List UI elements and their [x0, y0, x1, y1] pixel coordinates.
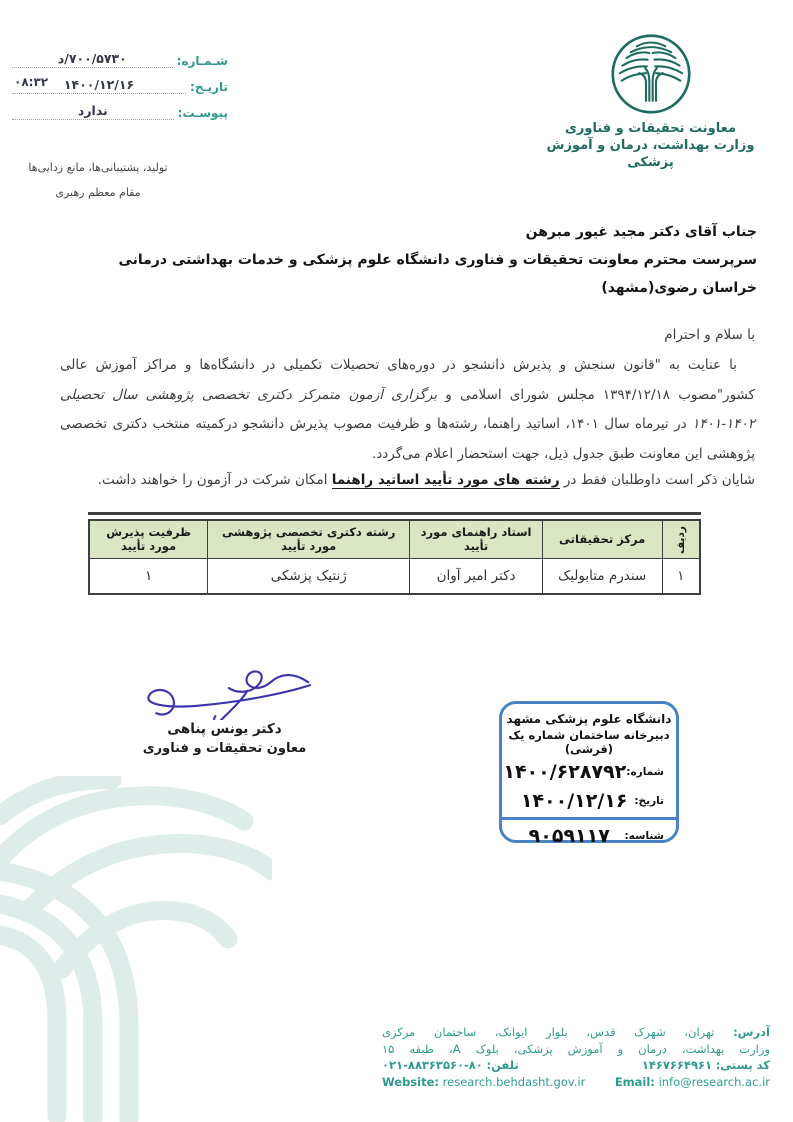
stamp-date-label: تاریخ:	[634, 794, 664, 807]
footer-address-value2: وزارت بهداشت، درمان و آموزش پزشکی، بلوک A، طبقه ۱۵	[382, 1041, 770, 1056]
footer-phone-value: ۸۰-۸۸۳۶۳۵۶۰-۰۲۱	[382, 1058, 483, 1072]
footer-website-label: Website:	[382, 1074, 439, 1089]
header-approved-capacity: ظرفیت پذیرش مورد تأیید	[89, 520, 208, 559]
recipient-title: سرپرست محترم معاونت تحقیقات و فناوری دانشگاه علوم پزشکی و خدمات بهداشتی درمانی خراسان رضوی(مشهد)	[118, 252, 757, 296]
footer-address-label: آدرس:	[733, 1025, 770, 1039]
body-paragraph-1	[60, 351, 755, 469]
meta-number-value: ۷۰۰/۵۷۳۰/د	[57, 51, 127, 66]
signer-name: دکتر یونس پناهی	[167, 721, 282, 737]
footer-address-value1: تهران، شهرک قدس، بلوار ایوانک، ساختمان مرکزی	[382, 1025, 715, 1039]
meta-date-line	[12, 74, 186, 94]
footer-address-line1	[382, 1024, 770, 1041]
header-row-number: ردیف	[662, 520, 700, 559]
logo-org-line2: وزارت بهداشت، درمان و آموزش پزشکی	[546, 138, 755, 170]
ministry-logo-block	[523, 32, 778, 171]
stamp-date-row	[502, 787, 676, 814]
header-approved-supervisor: استاد راهنمای مورد تأیید	[410, 520, 543, 559]
slogan-line1: تولید، پشتیبانی‌ها، مانع زدایی‌ها	[28, 161, 168, 174]
handwritten-signature	[130, 660, 320, 720]
footer-postal-label: کد پستی:	[715, 1058, 770, 1072]
stamp-date-value: ۱۴۰۰/۱۲/۱۶	[520, 789, 628, 812]
para1-segment-italic: برگزاری آزمون متمرکز دکتری تخصصی پژوهشی سال تحصیلی ۱۴۰۲-۱۴۰۱	[60, 386, 755, 432]
logo-org-line1: معاونت تحقیقات و فناوری	[564, 121, 737, 136]
meta-date-label: تاریـخ:	[190, 80, 228, 94]
para2-segment-a: شایان ذکر است داوطلبان فقط در	[559, 472, 755, 488]
approval-table	[88, 519, 701, 595]
slogan-line2: مقام معظم رهبری	[55, 186, 141, 199]
footer-email-group	[615, 1074, 770, 1091]
header-research-center: مرکز تحقیقاتی	[542, 520, 662, 559]
meta-attachment-value: ندارد	[77, 103, 108, 118]
footer-email-value: info@research.ac.ir	[658, 1074, 770, 1089]
salutation: با سلام و احترام	[664, 327, 755, 343]
meta-number-line	[12, 48, 173, 68]
table-row	[89, 558, 700, 594]
stamp-id-label: شناسه:	[624, 829, 664, 842]
recipient-block	[62, 218, 757, 302]
stamp-university: دانشگاه علوم پزشکی مشهد	[506, 712, 672, 726]
footer-website-value: research.behdasht.gov.ir	[442, 1074, 586, 1089]
stamp-id-value: ۹۰۵۹۱۱۷	[528, 824, 610, 847]
cell-capacity: ۱	[89, 558, 208, 594]
footer-address-line2	[382, 1041, 770, 1058]
meta-number-label: شـمـاره:	[176, 54, 228, 68]
stamp-number-value: ۱۴۰۰/۶۲۸۷۹۲	[503, 760, 627, 783]
table-header-row	[89, 520, 700, 559]
cell-program: ژنتیک پزشکی	[208, 558, 410, 594]
para1-segment-b: در تیرماه سال ۱۴۰۱، اساتید راهنما، رشته‌ها و ظرفیت مصوب پذیرش دانشجو درکمیته منتخب دکتری تخصصی پژوهشی این معاونت طبق جدول ذیل، جهت استحضار اعلام می‌گردد.	[60, 416, 755, 462]
cell-row-number: ۱	[662, 558, 700, 594]
footer-phone-group	[382, 1057, 519, 1074]
tree-logo-icon	[609, 32, 693, 116]
header-approved-program: رشته دکتری تخصصی پژوهشی مورد تأیید	[208, 520, 410, 559]
body-paragraph-2	[60, 467, 755, 493]
stamp-number-label: شماره:	[626, 765, 664, 778]
letter-meta-block	[12, 48, 228, 126]
approval-table-wrap	[88, 512, 701, 595]
cell-supervisor: دکتر امیر آوان	[410, 558, 543, 594]
footer-postal-value: ۱۴۶۷۶۶۴۹۶۱	[641, 1058, 713, 1072]
signature-block	[112, 660, 337, 758]
stamp-id-row	[502, 822, 676, 849]
footer-web-line	[382, 1074, 770, 1091]
para2-emphasis: رشته های مورد تأیید اساتید راهنما	[331, 472, 560, 488]
para1-segment-a: با عنایت به "قانون سنجش و پذیرش دانشجو در دوره‌های تحصیلات تکمیلی در دانشگاه‌ها و مراکز آموزش عالی کشور"مصوب ۱۳۹۴/۱۲/۱۸ مجلس شورای اسلامی و	[60, 357, 756, 403]
watermark-logo-arcs	[0, 776, 272, 1122]
meta-row-number	[12, 48, 228, 68]
footer-email-label: Email:	[614, 1074, 655, 1089]
footer-postal-group	[642, 1057, 770, 1074]
year-slogan	[14, 155, 182, 205]
footer-phone-label: تلفن:	[486, 1058, 519, 1072]
footer-website-group	[382, 1074, 585, 1091]
footer-contact-line	[382, 1057, 770, 1074]
signer-title: معاون تحقیقات و فناوری	[142, 741, 307, 756]
recipient-name: جناب آقای دکتر مجید غیور مبرهن	[525, 224, 757, 240]
registry-stamp	[499, 701, 679, 847]
meta-time-value: ۰۸:۳۲	[14, 75, 49, 89]
cell-research-center: سندرم متابولیک	[542, 558, 662, 594]
stamp-secretariat: دبیرخانه ساختمان شماره یک (قرشی)	[508, 728, 670, 756]
meta-attachment-line	[12, 100, 174, 120]
letterhead-footer	[382, 1024, 770, 1090]
table-top-rule	[88, 512, 701, 515]
meta-date-value: ۱۴۰۰/۱۲/۱۶	[63, 77, 135, 92]
meta-row-attachment	[12, 100, 228, 120]
meta-row-date	[12, 74, 228, 94]
meta-attachment-label: پیوسـت:	[177, 106, 228, 120]
para2-segment-b: امکان شرکت در آزمون را خواهند داشت.	[97, 472, 332, 488]
stamp-number-row	[502, 758, 676, 785]
stamp-separator	[502, 817, 676, 820]
